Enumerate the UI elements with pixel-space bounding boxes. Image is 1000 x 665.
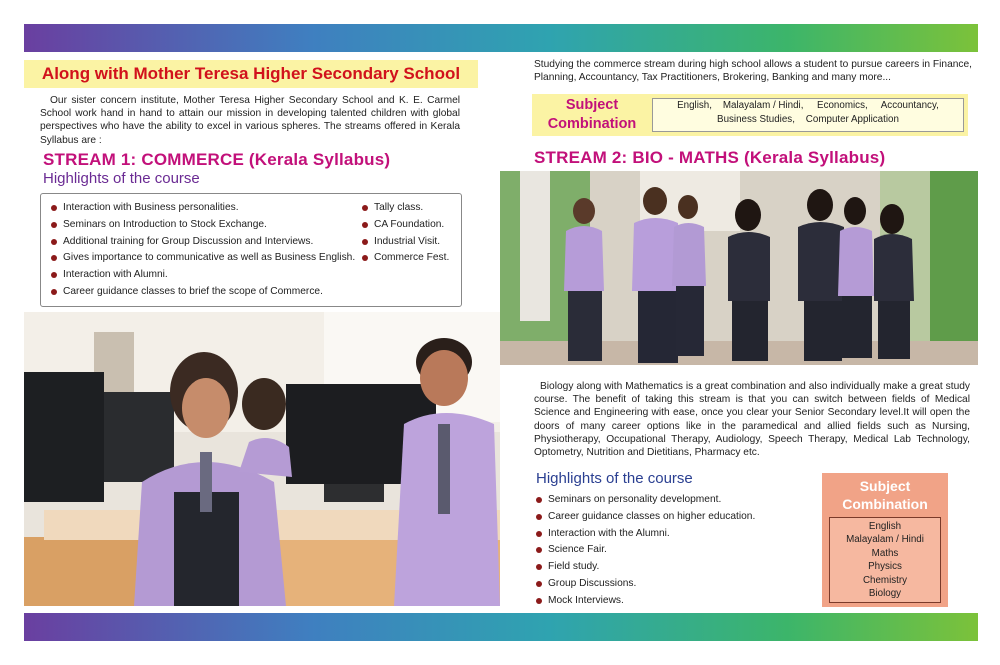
stream1-highlights-heading: Highlights of the course: [43, 170, 200, 187]
list-item: Career guidance classes to brief the scope of Commerce.: [51, 284, 355, 301]
list-item: Seminars on Introduction to Stock Exchange.: [51, 217, 355, 234]
intro-paragraph: Our sister concern institute, Mother Teresa Higher Secondary School and K. E. Carmel School work hand in hand to attain our mission in developing talented children with global perspectives who have the ability to excel in various spheres. The streams offered in Kerala Syllabus are :: [40, 95, 460, 146]
stream1-highlights-box: [40, 193, 462, 307]
list-item: Interaction with Business personalities.: [51, 200, 355, 217]
subject-combination-box-1: [532, 94, 968, 136]
highlights-list-right: [362, 200, 449, 267]
students-walking-photo: [500, 171, 978, 365]
subject-item: Chemistry: [862, 574, 908, 586]
subject-item: English: [868, 521, 902, 532]
subject-list: [829, 517, 941, 603]
subject-combination-label: Subject Combination: [547, 97, 637, 132]
stream1-heading: STREAM 1: COMMERCE (Kerala Syllabus): [43, 150, 391, 169]
subject-combination-box-2: [822, 473, 948, 607]
highlights-list-left: [51, 200, 355, 301]
subject-item: Biology: [868, 588, 902, 600]
commerce-careers-paragraph: Studying the commerce stream during high school allows a student to pursue careers in Finance, Planning, Accountancy, Tax Practitioners, Brokering, Banking and many more...: [534, 59, 972, 84]
list-item: Industrial Visit.: [362, 234, 449, 251]
list-item: Mock Interviews.: [536, 593, 755, 610]
subject-combination-label: Subject Combination: [842, 478, 928, 512]
computer-lab-photo: [24, 312, 500, 606]
list-item: Tally class.: [362, 200, 449, 217]
subject-item: Physics: [868, 561, 902, 573]
bio-maths-paragraph: Biology along with Mathematics is a great combination and also individually make a great study course. The benefit of taking this stream is that you can switch between fields of Medical Science and Engineering with ease, once you clear your Senior Secondary level.It will open the doors of many career options like in the paramedical and allied fields such as Nursing, Physiotherapy, Occupational Therapy, Audiology, Speech Therapy, Medical Lab Technology, Optometry, Nutrition and Dietitians, Pharmacy etc.: [534, 381, 970, 459]
list-item: Commerce Fest.: [362, 250, 449, 267]
list-item: Field study.: [536, 559, 755, 576]
list-item: Interaction with Alumni.: [51, 267, 355, 284]
top-gradient-band: [24, 24, 978, 52]
subject-line: Business Studies, Computer Application: [717, 114, 899, 125]
list-item: Seminars on personality development.: [536, 492, 755, 509]
list-item: Career guidance classes on higher education.: [536, 509, 755, 526]
bottom-gradient-band: [24, 613, 978, 641]
page-title: Along with Mother Teresa Higher Secondary School: [24, 60, 478, 88]
list-item: Interaction with the Alumni.: [536, 526, 755, 543]
list-item: Gives importance to communicative as well as Business English.: [51, 250, 355, 267]
list-item: Science Fair.: [536, 542, 755, 559]
subject-line: English, Malayalam / Hindi, Economics, Accountancy,: [677, 100, 939, 111]
subject-item: Malayalam / Hindi: [846, 534, 924, 546]
list-item: CA Foundation.: [362, 217, 449, 234]
subject-list: [652, 98, 964, 132]
subject-item: Maths: [871, 547, 899, 559]
stream2-highlights-list: [536, 492, 755, 610]
stream2-highlights-heading: Highlights of the course: [536, 470, 693, 487]
stream2-heading: STREAM 2: BIO - MATHS (Kerala Syllabus): [534, 148, 886, 167]
list-item: Additional training for Group Discussion and Interviews.: [51, 234, 355, 251]
list-item: Group Discussions.: [536, 576, 755, 593]
